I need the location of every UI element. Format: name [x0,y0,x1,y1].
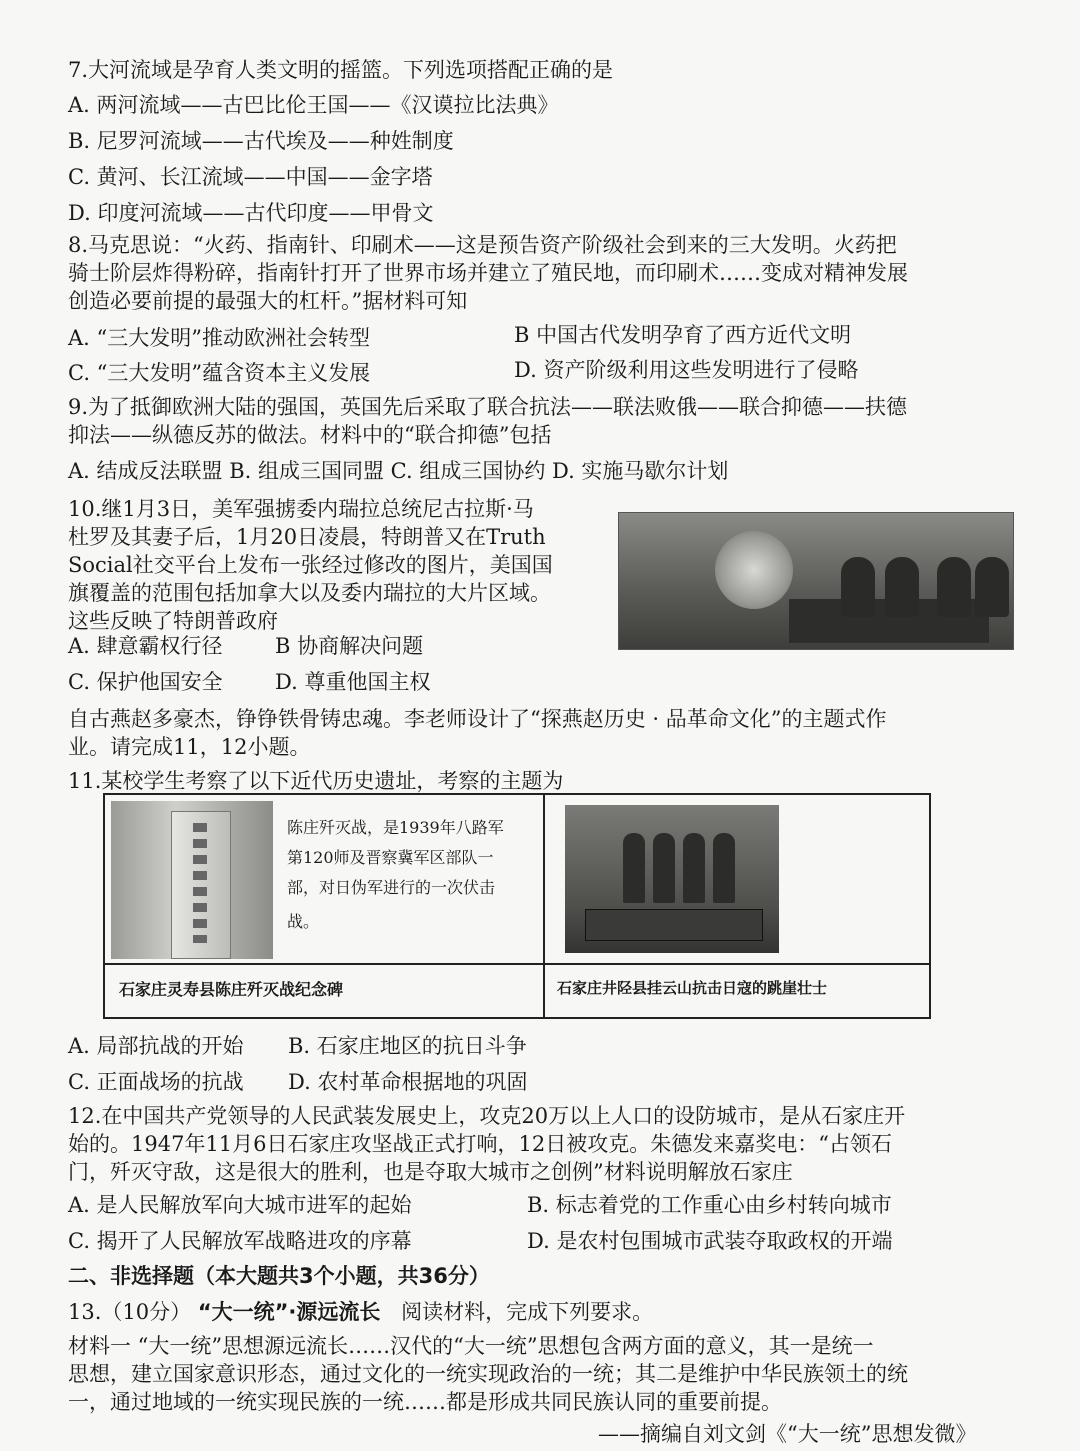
q11-option-a: A. 局部抗战的开始 [68,1034,244,1058]
q13-requirement: 阅读材料，完成下列要求。 [401,1300,654,1324]
q12-stem-line1: 12.在中国共产党领导的人民武装发展史上，攻克20万以上人口的设防城市，是从石家庄开 [68,1104,906,1128]
q8-stem-line2: 骑士阶层炸得粉碎，指南针打开了世界市场并建立了殖民地，而印刷术……变成对精神发展 [68,261,908,285]
globe-flag-image [715,531,793,609]
q10-stem-line1: 10.继1月3日，美军强掳委内瑞拉总统尼古拉斯·马 [68,497,534,521]
q10-stem-line3: Social社交平台上发布一张经过修改的图片，美国国 [68,553,553,577]
statue-figure [683,833,705,903]
statue-figure [713,833,735,903]
intro-line1: 自古燕赵多豪杰，铮铮铁骨铸忠魂。李老师设计了“探燕赵历史 · 品革命文化”的主题式作 [68,707,887,731]
q13-header [68,1297,653,1327]
q13-material1-line1: 材料一 “大一统”思想源远流长……汉代的“大一统”思想包含两方面的意义，其一是统一 [68,1334,874,1358]
q13-material1-line3: 一，通过地域的一统实现民族的一统……都是形成共同民族认同的重要前提。 [68,1390,782,1414]
statue-figure [623,833,645,903]
q11-desc-line1: 陈庄歼灭战，是1939年八路军 [287,818,504,837]
q10-option-c: C. 保护他国安全 [68,670,223,694]
person-shape [975,557,1009,617]
q13-number: 13.（10分） [68,1300,192,1324]
q8-stem-line1: 8.马克思说：“火药、指南针、印刷术——这是预告资产阶级社会到来的三大发明。火药把 [68,233,897,257]
guayunshan-statue-photo [565,805,779,953]
q9-stem-line1: 9.为了抵御欧洲大陆的强国，英国先后采取了联合抗法——联法败俄——联合抑德——扶德 [68,395,908,419]
q10-option-b: B 协商解决问题 [275,634,424,658]
q10-meeting-photo [618,512,1014,650]
q11-stem: 11.某校学生考察了以下近代历史遗址，考察的主题为 [68,769,564,793]
q12-option-c: C. 揭开了人民解放军战略进攻的序幕 [68,1229,412,1253]
person-shape [841,557,875,617]
q11-caption-left: 石家庄灵寿县陈庄歼灭战纪念碑 [119,980,344,999]
q12-option-b: B. 标志着党的工作重心由乡村转向城市 [527,1193,892,1217]
q8-option-b: B 中国古代发明孕育了西方近代文明 [514,323,852,347]
q7-option-c: C. 黄河、长江流域——中国——金字塔 [68,165,433,189]
q8-option-a: A. “三大发明”推动欧洲社会转型 [68,326,370,350]
q12-stem-line3: 门，歼灭守敌，这是很大的胜利，也是夺取大城市之创例”材料说明解放石家庄 [68,1160,793,1184]
q7-option-b: B. 尼罗河流域——古代埃及——种姓制度 [68,129,454,153]
intro-line2: 业。请完成11，12小题。 [68,735,311,759]
q12-option-d: D. 是农村包围城市武装夺取政权的开端 [527,1229,893,1253]
q8-option-c: C. “三大发明”蕴含资本主义发展 [68,361,371,385]
q10-option-d: D. 尊重他国主权 [275,670,431,694]
q8-option-d: D. 资产阶级利用这些发明进行了侵略 [514,358,859,382]
q13-source: ——摘编自刘文剑《“大一统”思想发微》 [598,1422,977,1446]
q11-caption-right: 石家庄井陉县挂云山抗击日寇的跳崖壮士 [557,979,828,997]
q11-desc-line2: 第120师及晋察冀军区部队一 [287,848,494,867]
q12-option-a: A. 是人民解放军向大城市进军的起始 [68,1193,412,1217]
q10-stem-line5: 这些反映了特朗普政府 [68,609,278,633]
q13-theme: “大一统”·源远流长 [197,1300,381,1324]
q7-stem: 7.大河流域是孕育人类文明的摇篮。下列选项搭配正确的是 [68,58,614,82]
monument-inscription [193,823,207,943]
q10-option-a: A. 肆意霸权行径 [68,634,223,658]
q9-stem-line2: 抑法——纵德反苏的做法。材料中的“联合抑德”包括 [68,423,552,447]
q11-option-b: B. 石家庄地区的抗日斗争 [288,1034,527,1058]
q10-stem-line4: 旗覆盖的范围包括加拿大以及委内瑞拉的大片区域。 [68,581,551,605]
q11-desc-line3: 部，对日伪军进行的一次伏击 [287,878,496,897]
q11-sites-table [103,793,931,1019]
q11-desc-line4: 战。 [287,912,320,931]
person-shape [937,557,971,617]
q7-option-a: A. 两河流域——古巴比伦王国——《汉谟拉比法典》 [68,93,559,117]
q12-stem-line2: 始的。1947年11月6日石家庄攻坚战正式打响，12日被攻克。朱德发来嘉奖电：“占领石 [68,1132,892,1156]
q11-option-c: C. 正面战场的抗战 [68,1070,244,1094]
guayunshan-cell [545,795,929,963]
q7-option-d: D. 印度河流域——古代印度——甲骨文 [68,201,434,225]
q10-stem-line2: 杜罗及其妻子后，1月20日凌晨，特朗普又在Truth [68,525,546,549]
q13-material1-line2: 思想，建立国家意识形态，通过文化的一统实现政治的一统；其二是维护中华民族领土的统 [68,1362,908,1386]
section2-title: 二、非选择题（本大题共3个小题，共36分） [68,1264,490,1288]
q8-stem-line3: 创造必要前提的最强大的杠杆。”据材料可知 [68,289,468,313]
person-shape [885,557,919,617]
q11-option-d: D. 农村革命根据地的巩固 [288,1070,528,1094]
statue-figure [653,833,675,903]
statue-plinth [585,909,763,941]
q9-options: A. 结成反法联盟 B. 组成三国同盟 C. 组成三国协约 D. 实施马歇尔计划 [68,459,729,483]
table-divider [105,963,929,965]
chenzhuang-monument-photo [111,801,273,959]
